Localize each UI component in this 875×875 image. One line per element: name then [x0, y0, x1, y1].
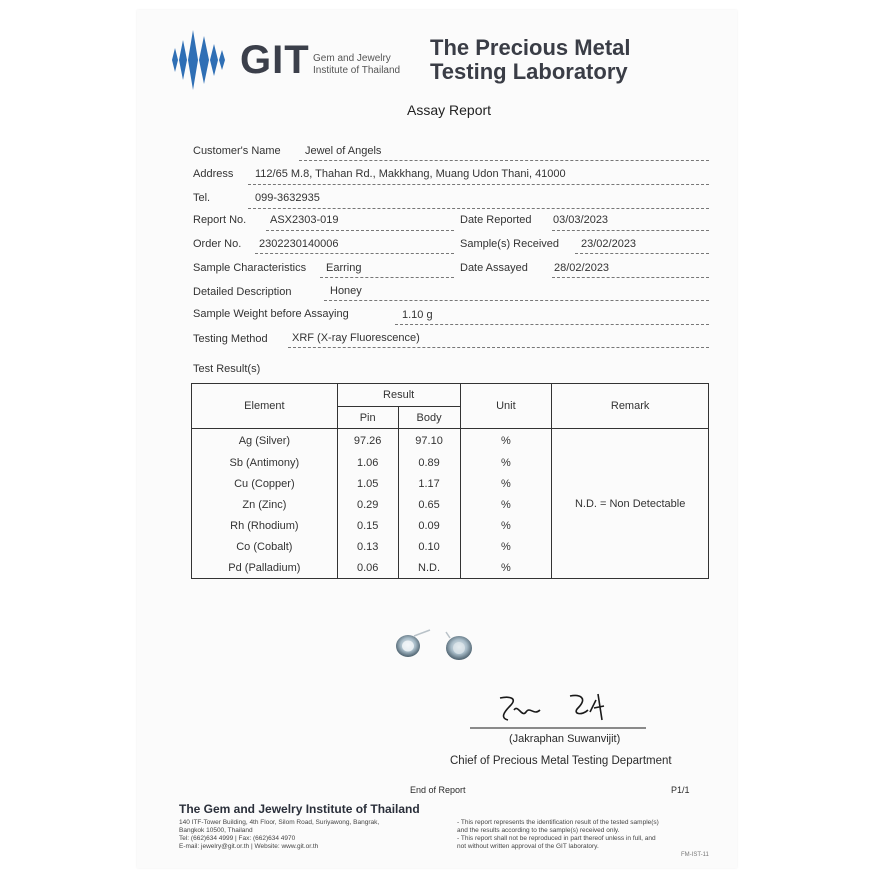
- date-assayed-label: Date Assayed: [460, 262, 528, 274]
- divider: [248, 184, 709, 185]
- lab-title: [430, 36, 631, 84]
- signatory-position: Chief of Precious Metal Testing Department: [450, 755, 672, 767]
- pin-value-cell: 0.29: [337, 495, 398, 516]
- footer-address: [179, 819, 379, 851]
- footer-notes: [457, 819, 659, 851]
- detailed-description-label: Detailed Description: [193, 286, 292, 298]
- remark-cell: N.D. = Non Detectable: [552, 429, 709, 579]
- element-cell: Sb (Antimony): [192, 453, 338, 474]
- unit-cell: %: [460, 453, 552, 474]
- tel-label: Tel.: [193, 192, 211, 204]
- divider: [552, 230, 709, 231]
- divider: [552, 277, 709, 278]
- customer-name-label: Customer's Name: [193, 145, 281, 157]
- unit-cell: %: [460, 429, 552, 453]
- tel-value: 099-3632935: [255, 192, 320, 204]
- col-header-pin: Pin: [337, 407, 398, 429]
- footer-address-line: E-mail: jewelry@git.or.th | Website: www.git.or.th: [179, 843, 319, 850]
- address-value: 112/65 M.8, Thahan Rd., Makkhang, Muang Udon Thani, 41000: [255, 168, 566, 180]
- unit-cell: %: [460, 474, 552, 495]
- detailed-description-value: Honey: [330, 285, 362, 297]
- results-table: [191, 383, 709, 579]
- sample-weight-label: Sample Weight before Assaying: [193, 308, 349, 320]
- git-logo-icon: [168, 26, 234, 94]
- body-value-cell: 97.10: [398, 429, 460, 453]
- logo-subtitle: [313, 53, 400, 77]
- body-value-cell: 0.10: [398, 537, 460, 558]
- col-header-body: Body: [398, 407, 460, 429]
- logo-subtitle-line2: Institute of Thailand: [313, 65, 401, 76]
- body-value-cell: 0.09: [398, 516, 460, 537]
- unit-cell: %: [460, 558, 552, 579]
- unit-cell: %: [460, 495, 552, 516]
- page-number: P1/1: [671, 785, 690, 795]
- element-cell: Ag (Silver): [192, 429, 338, 453]
- report-no-label: Report No.: [193, 214, 247, 226]
- divider: [299, 160, 709, 161]
- test-results-label: Test Result(s): [193, 363, 261, 375]
- footer-note-line: - This report represents the identification result of the tested sample(s): [457, 819, 659, 826]
- footer-note-line: - This report shall not be reproduced in part thereof unless in full, and: [457, 835, 656, 842]
- pin-value-cell: 0.13: [337, 537, 398, 558]
- body-value-cell: 0.89: [398, 453, 460, 474]
- logo-text: GIT: [240, 38, 310, 82]
- unit-cell: %: [460, 516, 552, 537]
- divider: [288, 347, 709, 348]
- sample-characteristics-label: Sample Characteristics: [193, 262, 307, 274]
- element-cell: Pd (Palladium): [192, 558, 338, 579]
- end-of-report: End of Report: [410, 785, 466, 795]
- form-code: FM-IST-11: [681, 852, 709, 858]
- date-reported-value: 03/03/2023: [553, 214, 609, 226]
- body-value-cell: 1.17: [398, 474, 460, 495]
- footer-note-line: and the results according to the sample(s) received only.: [457, 827, 620, 834]
- pin-value-cell: 97.26: [337, 429, 398, 453]
- date-reported-label: Date Reported: [460, 214, 532, 226]
- footer-org-name: The Gem and Jewelry Institute of Thailand: [179, 802, 420, 816]
- sample-weight-value: 1.10 g: [402, 309, 433, 321]
- divider: [324, 300, 709, 301]
- divider: [320, 277, 454, 278]
- footer-address-line: Tel: (662)634 4999 | Fax: (662)634 4970: [179, 835, 296, 842]
- pin-value-cell: 1.06: [337, 453, 398, 474]
- pin-value-cell: 0.06: [337, 558, 398, 579]
- body-value-cell: 0.65: [398, 495, 460, 516]
- lab-title-line1: The Precious Metal: [430, 35, 631, 60]
- testing-method-label: Testing Method: [193, 333, 268, 345]
- col-header-element: Element: [192, 384, 338, 429]
- footer-address-line: 140 ITF-Tower Building, 4th Floor, Silom Road, Suriyawong, Bangrak,: [179, 819, 380, 826]
- divider: [255, 253, 454, 254]
- pin-value-cell: 0.15: [337, 516, 398, 537]
- pin-value-cell: 1.05: [337, 474, 398, 495]
- address-label: Address: [193, 168, 234, 180]
- element-cell: Zn (Zinc): [192, 495, 338, 516]
- divider: [266, 230, 454, 231]
- samples-received-value: 23/02/2023: [581, 238, 637, 250]
- order-no-value: 2302230140006: [259, 238, 339, 250]
- signatory-name: (Jakraphan Suwanvijit): [509, 733, 621, 745]
- unit-cell: %: [460, 537, 552, 558]
- date-assayed-value: 28/02/2023: [554, 262, 610, 274]
- footer-address-line: Bangkok 10500, Thailand: [179, 827, 253, 834]
- earring-image: [388, 622, 488, 668]
- report-title: Assay Report: [407, 102, 492, 118]
- col-header-result: Result: [337, 384, 460, 407]
- order-no-label: Order No.: [193, 238, 242, 250]
- report-no-value: ASX2303-019: [270, 214, 339, 226]
- element-cell: Cu (Copper): [192, 474, 338, 495]
- table-row: [192, 429, 709, 453]
- customer-name-value: Jewel of Angels: [305, 145, 382, 157]
- lab-title-line2: Testing Laboratory: [430, 59, 628, 84]
- element-cell: Co (Cobalt): [192, 537, 338, 558]
- divider: [575, 253, 709, 254]
- footer-note-line: not without written approval of the GIT laboratory.: [457, 843, 599, 850]
- element-cell: Rh (Rhodium): [192, 516, 338, 537]
- logo-subtitle-line1: Gem and Jewelry: [313, 53, 391, 64]
- col-header-unit: Unit: [460, 384, 552, 429]
- divider: [248, 208, 709, 209]
- samples-received-label: Sample(s) Received: [460, 238, 560, 250]
- divider: [395, 324, 709, 325]
- sample-characteristics-value: Earring: [326, 262, 362, 274]
- body-value-cell: N.D.: [398, 558, 460, 579]
- testing-method-value: XRF (X-ray Fluorescence): [292, 332, 420, 344]
- signature-image: [470, 690, 650, 735]
- col-header-remark: Remark: [552, 384, 709, 429]
